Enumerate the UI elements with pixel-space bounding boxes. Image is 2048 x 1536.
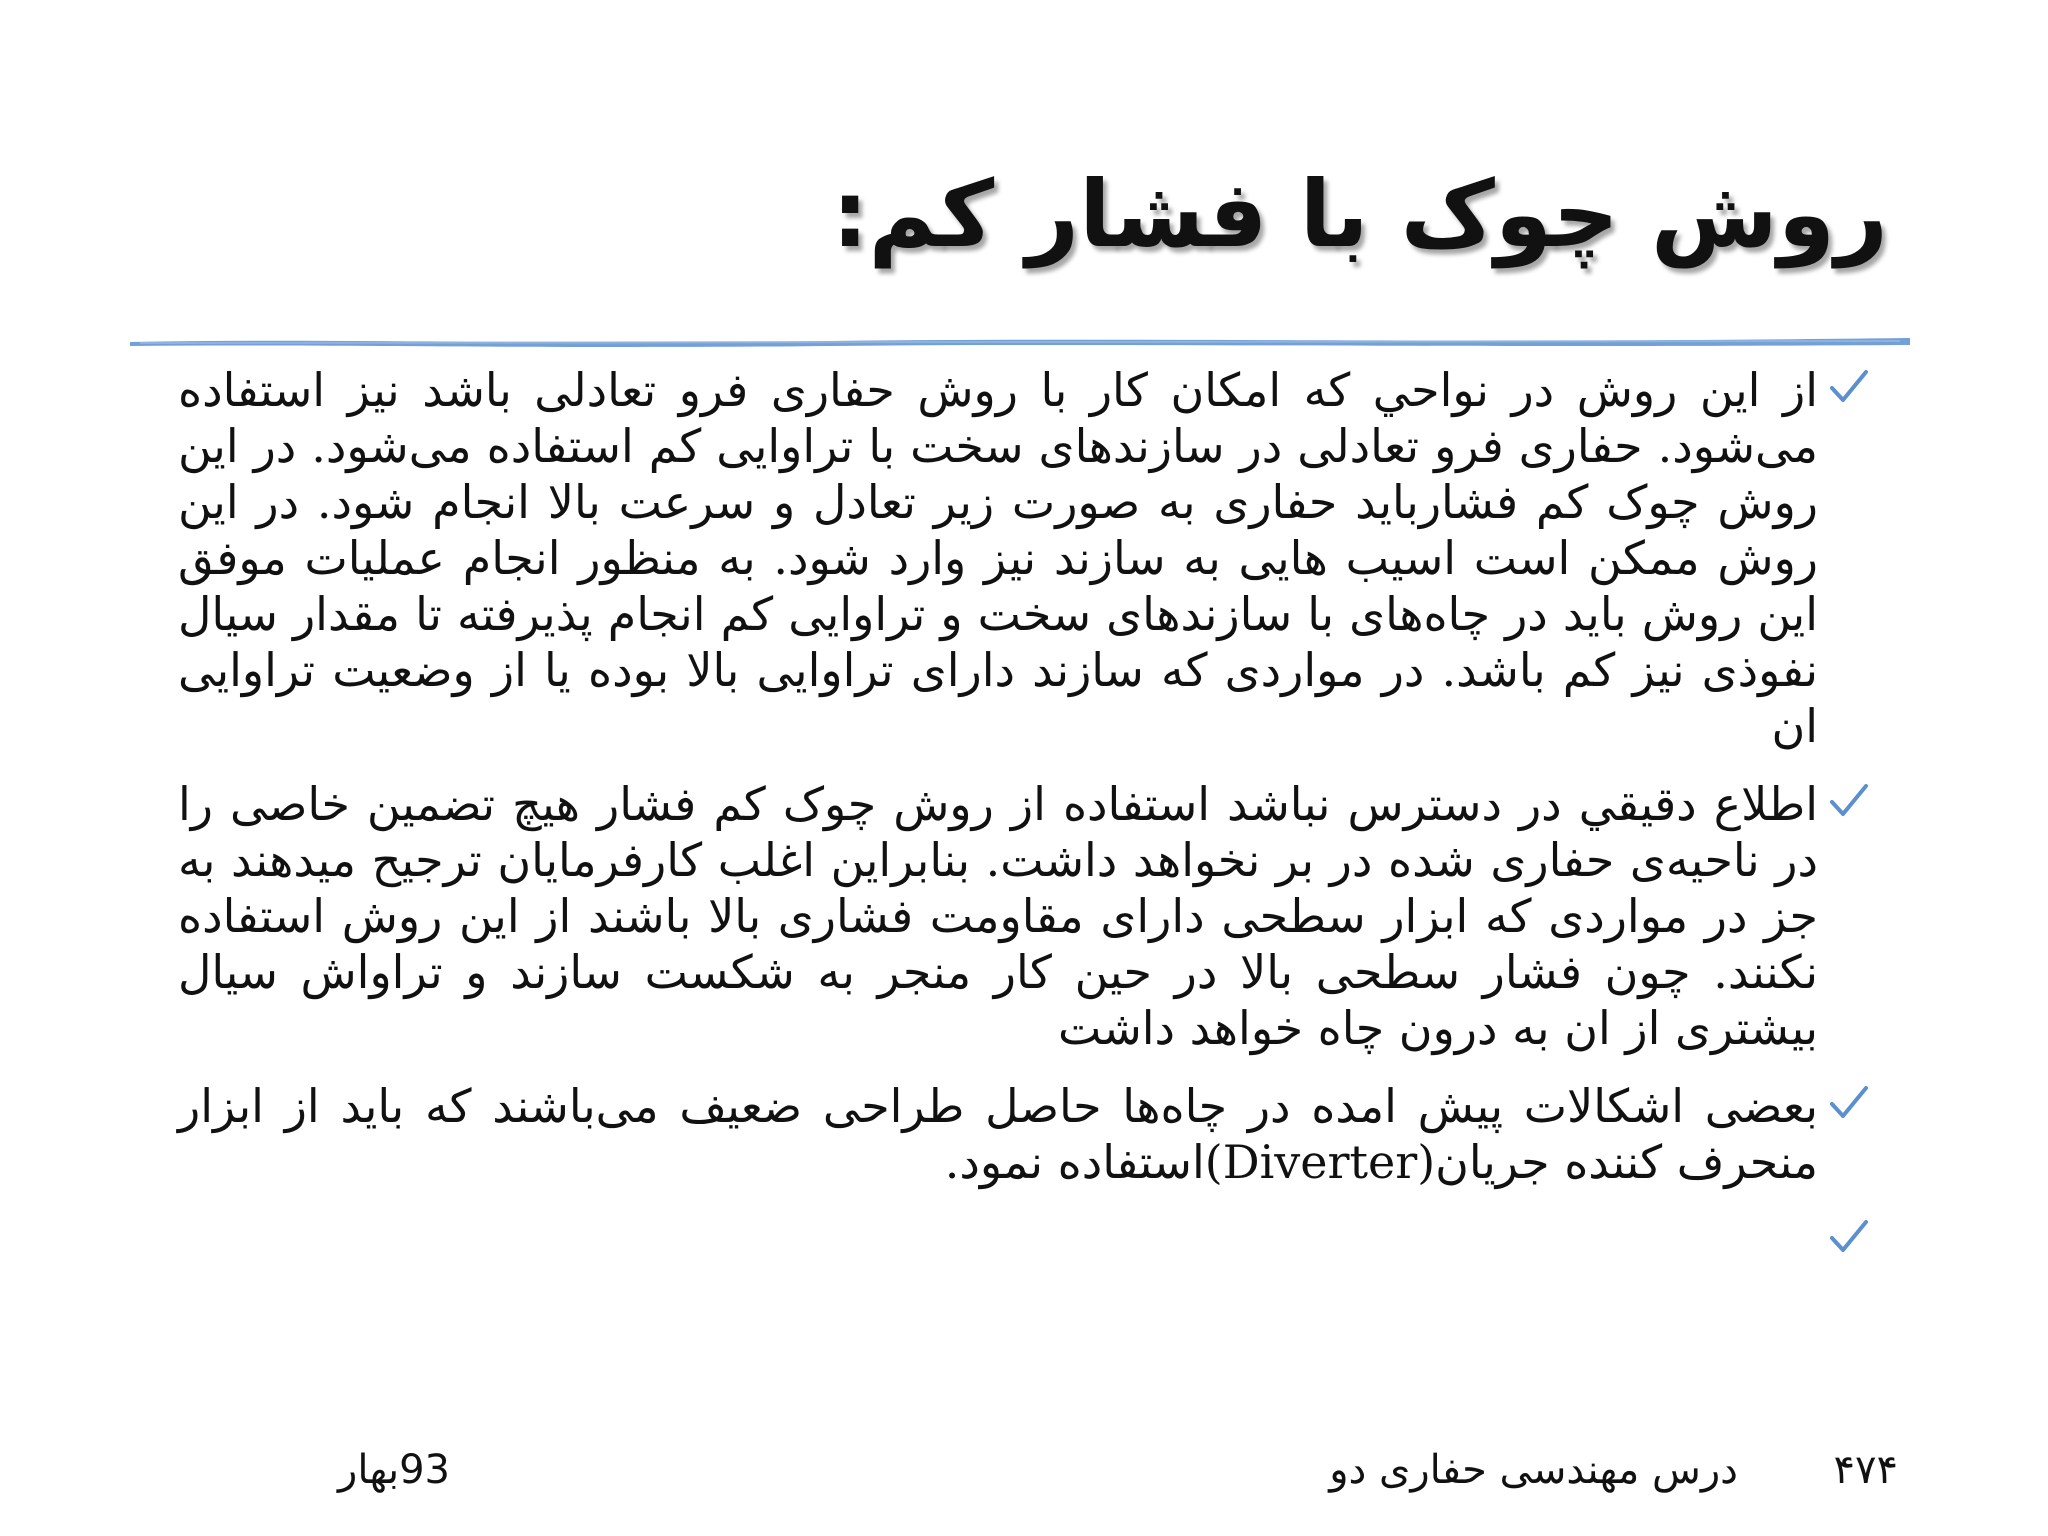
check-icon xyxy=(1826,1214,1872,1260)
slide-title: روش چوک با فشار کم: xyxy=(831,161,1888,268)
bullet-text: اطلاع دقیقي در دسترس نباشد استفاده از روش چوک کم فشار هیچ تضمین خاصی را در ناحیه‌ی حفاری شده در بر نخواهد داشت. بنابراین اغلب کارفرمایان ترجیح میدهند به جز در مواردی که ابزار سطحی دارای مقاومت فشاری بالا باشند از این روش استفاده نکنند. چون فشار سطحی بالا در حین کار منجر به شکست سازند و تراواش سیال بیشتری از ان به درون چاه خواهد داشت xyxy=(178,777,1818,1055)
check-icon xyxy=(1826,1080,1872,1126)
page-number: ۴۷۴ xyxy=(1833,1447,1898,1493)
bullet-item xyxy=(178,362,1858,754)
bullet-item xyxy=(178,776,1858,1056)
term-label: 93بهار xyxy=(338,1447,450,1493)
check-icon xyxy=(1826,778,1872,824)
check-icon xyxy=(1826,364,1872,410)
bullet-item xyxy=(178,1078,1858,1190)
course-name: درس مهندسی حفاری دو xyxy=(1329,1447,1738,1493)
bullet-text: از این روش در نواحي که امکان کار با روش حفاری فرو تعادلی باشد نیز استفاده می‌شود. حفاری فرو تعادلی در سازندهای سخت با تراوایی کم استفاده می‌شود. در این روش چوک کم فشارباید حفاری به صورت زیر تعادل و سرعت بالا انجام شود. در این روش ممکن است اسیب هایی به سازند نیز وارد شود. به منظور انجام عملیات موفق این روش باید در چاه‌های با سازندهای سخت و تراوایی کم انجام پذیرفته تا مقدار سیال نفوذی نیز کم باشد. در مواردی که سازند دارای تراوایی بالا بوده یا از وضعیت تراوایی ان xyxy=(178,363,1818,753)
title-underline xyxy=(130,332,1910,352)
bullet-item-empty xyxy=(178,1212,1858,1272)
bullet-text: بعضی اشکالات پیش امده در چاه‌ها حاصل طراحی ضعیف می‌باشند که باید از ابزار منحرف کننده جریان(Diverter)استفاده نمود. xyxy=(178,1079,1818,1189)
bullet-list xyxy=(178,362,1858,1294)
